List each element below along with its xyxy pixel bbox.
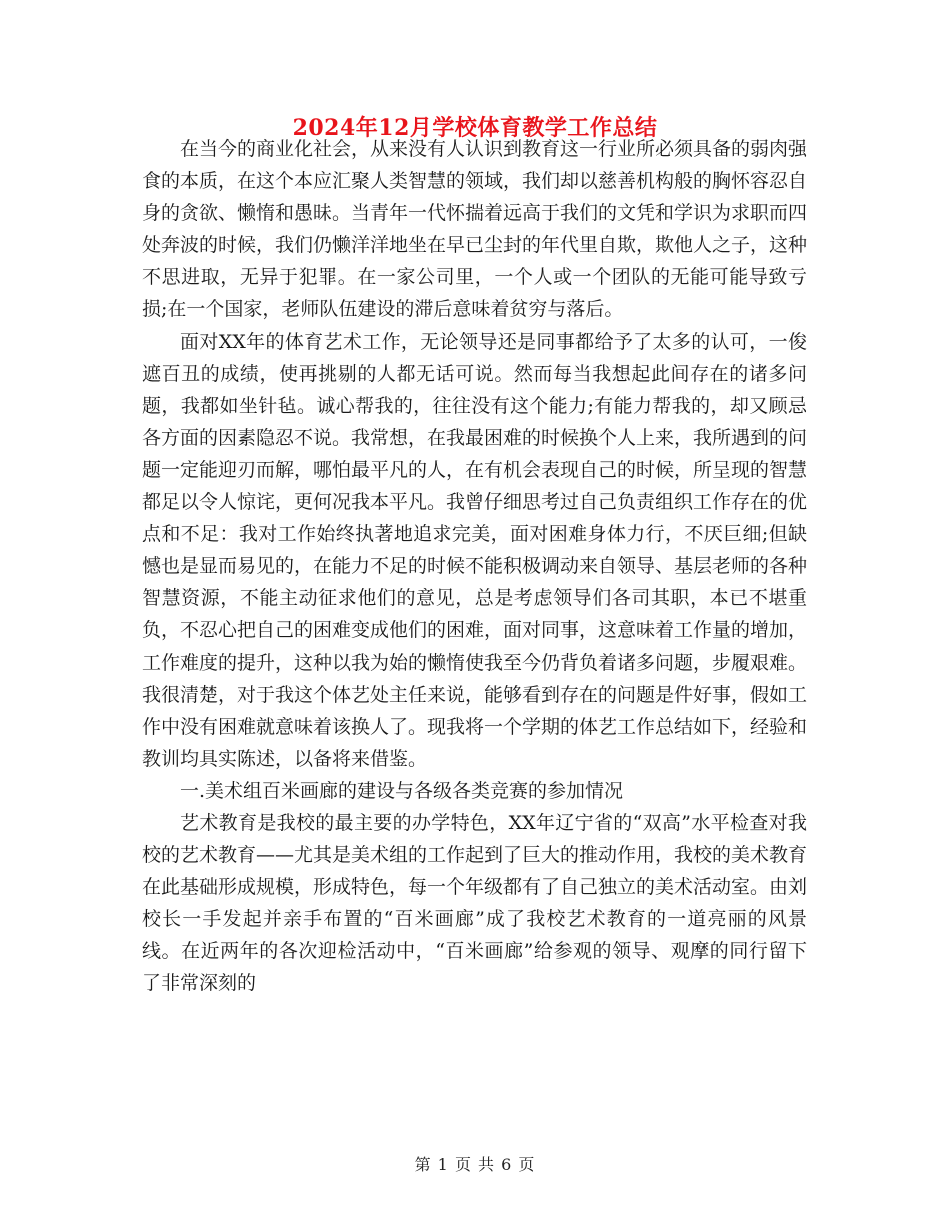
document-title: 2024年12月学校体育教学工作总结 (292, 115, 658, 141)
paragraph-review: 面对XX年的体育艺术工作，无论领导还是同事都给予了太多的认可，一俊遮百丑的成绩，使再挑剔的人都无话可说。然而每当我想起此间存在的诸多问题，我都如坐针毡。诚心帮我的，往往没有这个能力;有能力帮我的，却又顾忌各方面的因素隐忍不说。我常想，在我最困难的时候换个人上来，我所遇到的问题一定能迎刃而解，哪怕最平凡的人，在有机会表现自己的时候，所呈现的智慧都足以令人惊诧，更何况我本平凡。我曾仔细思考过自己负责组织工作存在的优点和不足：我对工作始终执著地追求完美，面对困难身体力行，不厌巨细;但缺憾也是显而易见的，在能力不足的时候不能积极调动来自领导、基层老师的各种智慧资源，不能主动征求他们的意见，总是考虑领导们各司其职，本已不堪重负，不忍心把自己的困难变成他们的困难，面对同事，这意味着工作量的增加，工作难度的提升，这种以我为始的懒惰使我至今仍背负着诸多问题，步履艰难。我很清楚，对于我这个体艺处主任来说，能够看到存在的问题是件好事，假如工作中没有困难就意味着该换人了。现我将一个学期的体艺工作总结如下，经验和教训均具实陈述，以备将来借鉴。 (142, 330, 808, 770)
page-number-footer: 第 1 页 共 6 页 (414, 1155, 536, 1174)
section-heading-art-gallery: 一.美术组百米画廊的建设与各级各类竞赛的参加情况 (180, 779, 624, 802)
document-body (142, 133, 807, 1000)
paragraph-art-education: 艺术教育是我校的最主要的办学特色，XX年辽宁省的“双高”水平检查对我校的艺术教育——尤其是美术组的工作起到了巨大的推动作用，我校的美术教育在此基础形成规模，形成特色，每一个年级都有了自己独立的美术活动室。由刘校长一手发起并亲手布置的“百米画廊”成了我校艺术教育的一道亮丽的风景线。在近两年的各次迎检活动中，“百米画廊”给参观的领导、观摩的同行留下了非常深刻的 (142, 811, 808, 995)
paragraph-intro: 在当今的商业化社会，从来没有人认识到教育这一行业所必须具备的弱肉强食的本质，在这个本应汇聚人类智慧的领域，我们却以慈善机构般的胸怀容忍自身的贪欲、懒惰和愚昧。当青年一代怀揣着远高于我们的文凭和学识为求职而四处奔波的时候，我们仍懒洋洋地坐在早已尘封的年代里自欺，欺他人之子，这种不思进取，无异于犯罪。在一家公司里，一个人或一个团队的无能可能导致亏损;在一个国家，老师队伍建设的滞后意味着贫穷与落后。 (142, 138, 808, 321)
